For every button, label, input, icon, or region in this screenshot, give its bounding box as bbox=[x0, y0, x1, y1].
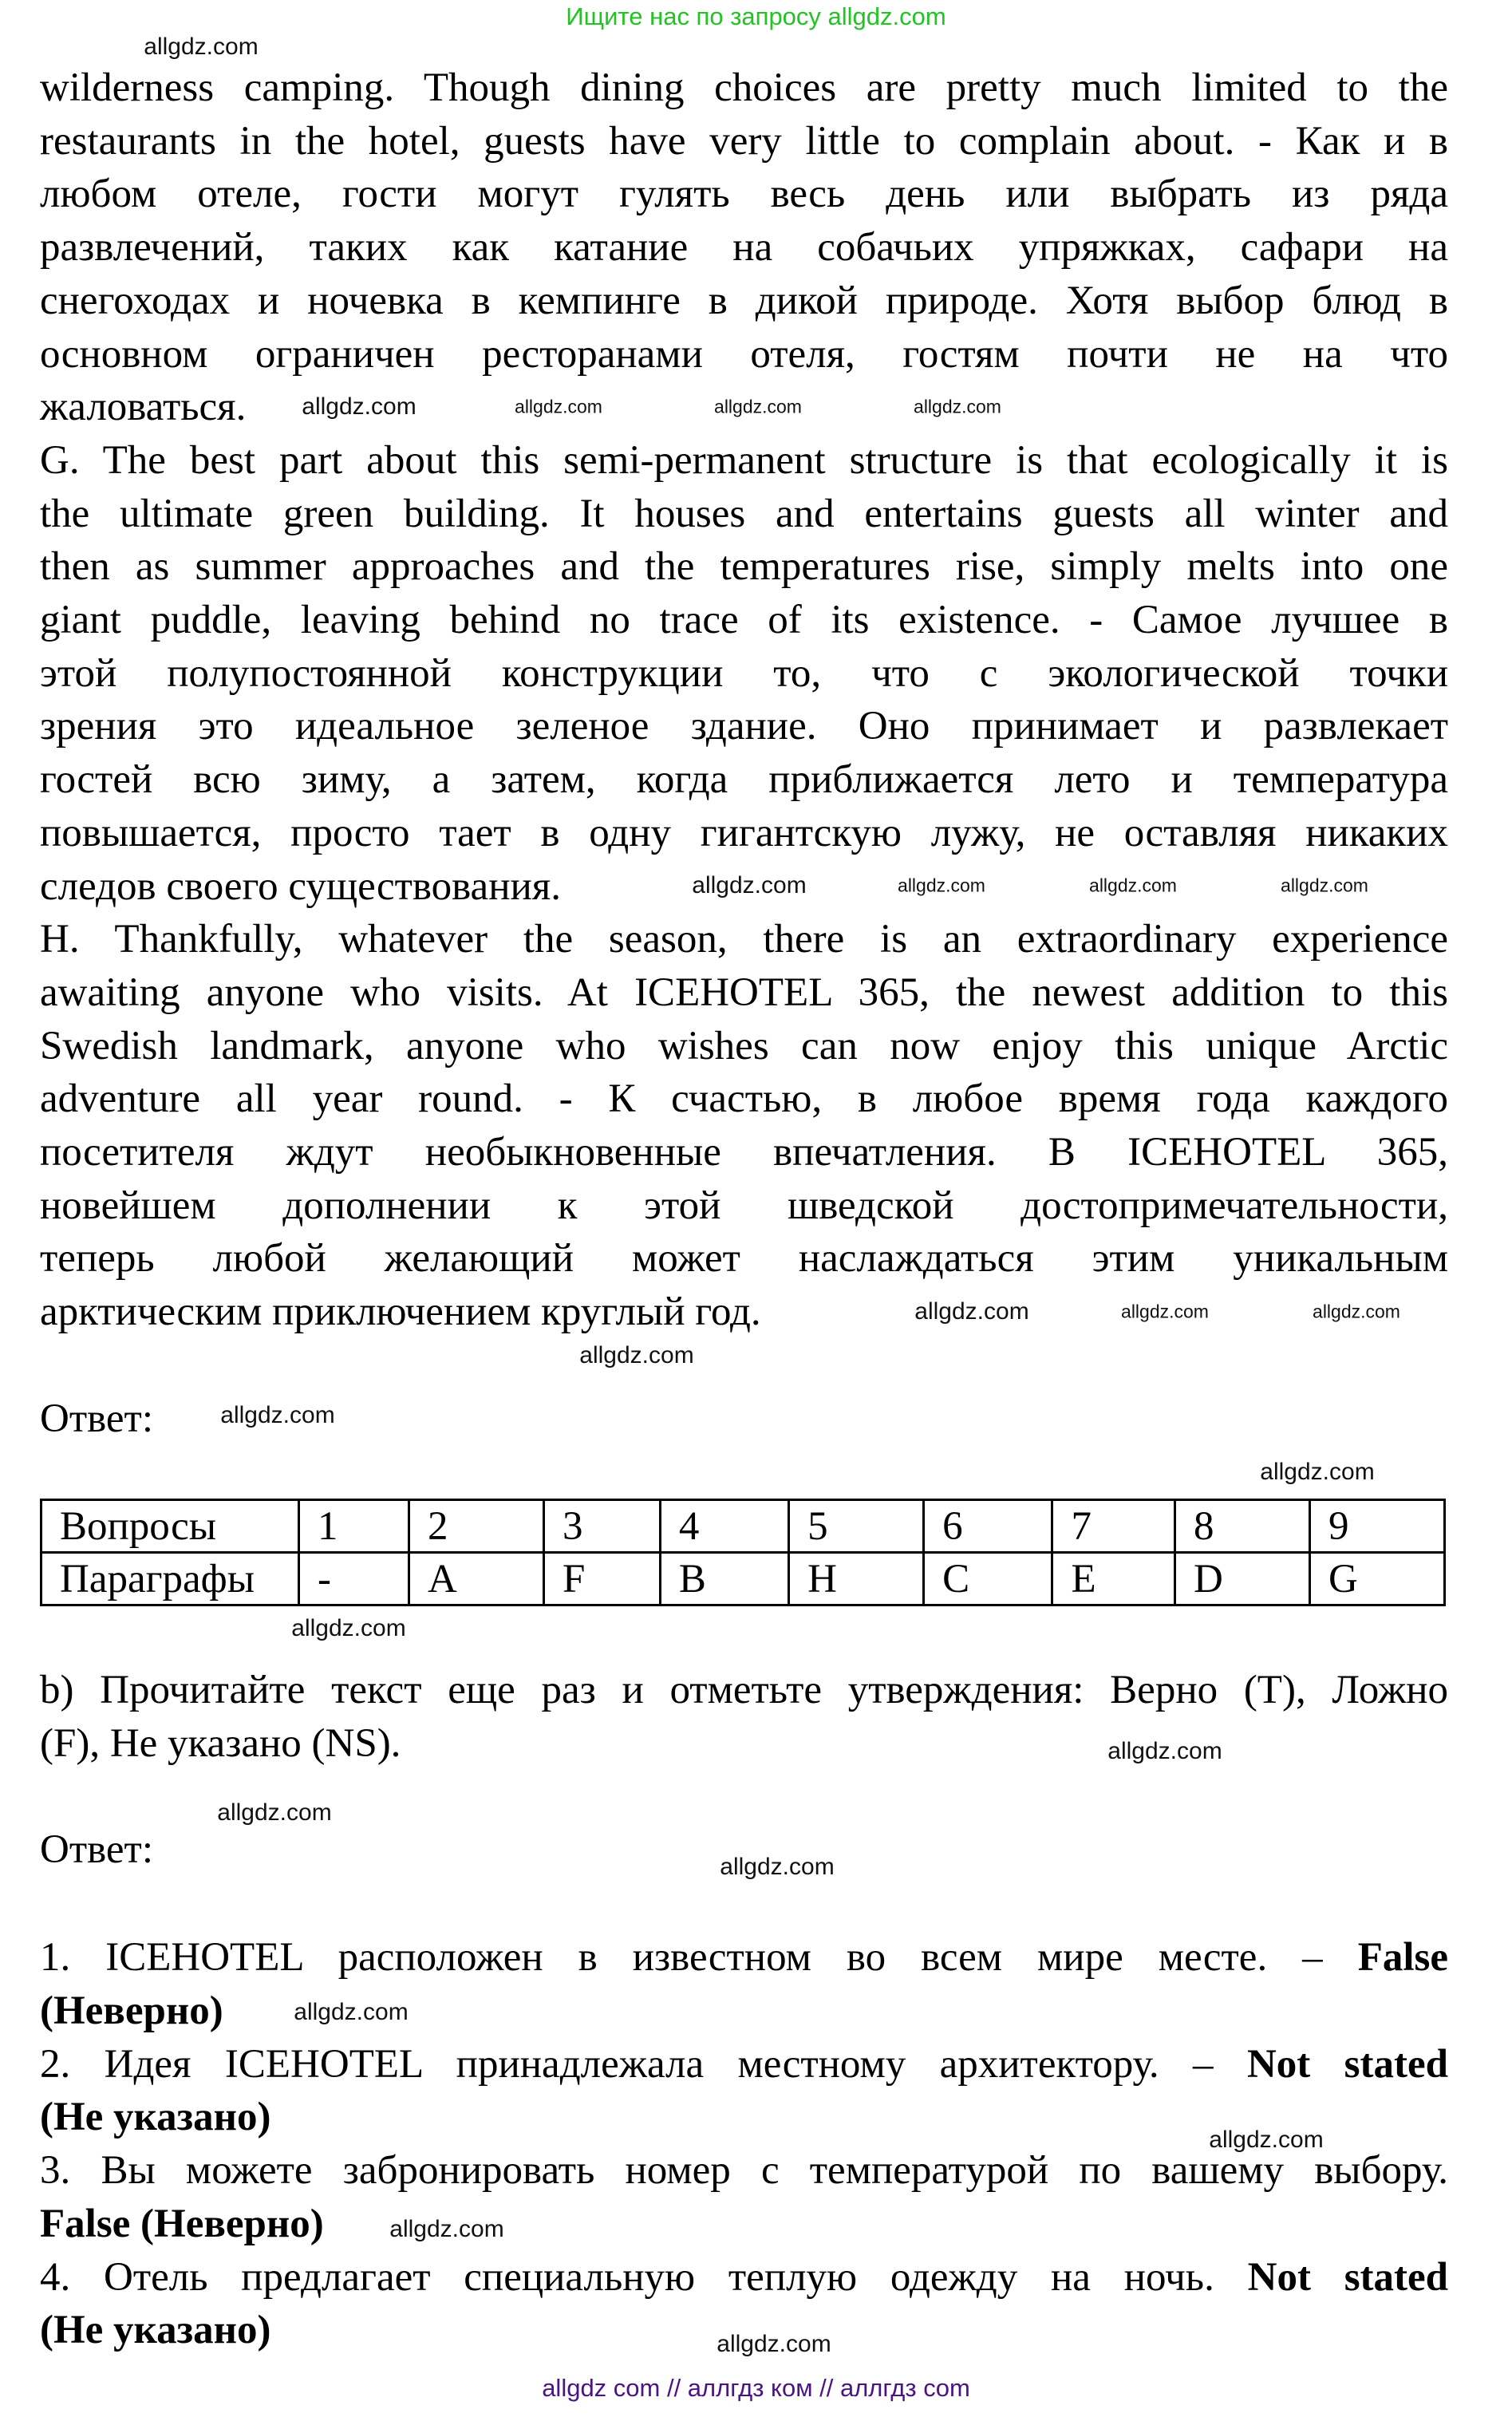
question-number-cell: 5 bbox=[789, 1500, 924, 1553]
statement-answer: Not stated bbox=[1247, 2254, 1449, 2300]
paragraph-letter-cell: G bbox=[1309, 1553, 1444, 1605]
questions-row bbox=[41, 1500, 1445, 1553]
statement-text: 1. ICEHOTEL расположен в известном во всем мире месте. – bbox=[40, 1935, 1323, 1980]
statement-answer: (Не указано) bbox=[40, 2095, 271, 2140]
question-number-cell: 6 bbox=[924, 1500, 1052, 1553]
question-number-cell: 1 bbox=[299, 1500, 409, 1553]
text-line: любом отеле, гости могут гулять весь день или выбрать из ряда bbox=[40, 172, 1448, 217]
statement-answer: False (Неверно) bbox=[40, 2201, 324, 2246]
statement-answer-line bbox=[40, 1985, 223, 2037]
question-number-cell: 3 bbox=[544, 1500, 661, 1553]
paragraph-letter-cell: D bbox=[1174, 1553, 1309, 1605]
watermark-text: allgdz.com bbox=[1089, 875, 1177, 896]
statement-line bbox=[40, 1931, 1448, 1984]
text-line: awaiting anyone who visits. At ICEHOTEL 365, the newest addition to this bbox=[40, 970, 1448, 1015]
text-line: снегоходах и ночевка в кемпинге в дикой природе. Хотя выбор блюд в bbox=[40, 278, 1448, 323]
row-header-questions: Вопросы bbox=[41, 1500, 299, 1553]
statement-answer-line bbox=[40, 2304, 271, 2356]
row-header-paragraphs: Параграфы bbox=[41, 1553, 299, 1605]
text-line: развлечений, таких как катание на собачьих упряжках, сафари на bbox=[40, 225, 1448, 271]
answer-label: Ответ: bbox=[40, 1396, 153, 1441]
watermark-text: allgdz.com bbox=[579, 1342, 694, 1368]
statement-answer: Not stated bbox=[1246, 2041, 1448, 2087]
answer-table bbox=[40, 1499, 1446, 1606]
answer-label-2: Ответ: bbox=[40, 1827, 153, 1872]
paragraph-letter-cell: E bbox=[1052, 1553, 1174, 1605]
statement-answer: (Не указано) bbox=[40, 2308, 271, 2353]
question-number-cell: 9 bbox=[1309, 1500, 1444, 1553]
text-line: H. Thankfully, whatever the season, there is an extraordinary experience bbox=[40, 917, 1448, 962]
question-number-cell: 2 bbox=[409, 1500, 544, 1553]
text-line: этой полупостоянной конструкции то, что с экологической точки bbox=[40, 650, 1448, 696]
watermark-text: allgdz.com bbox=[1260, 1459, 1375, 1485]
watermark-text: allgdz.com bbox=[914, 1298, 1029, 1325]
watermark-text: allgdz.com bbox=[1209, 2127, 1324, 2153]
watermark-text: allgdz.com bbox=[294, 1999, 409, 2025]
text-line: G. The best part about this semi-permanent structure is that ecologically it is bbox=[40, 437, 1448, 483]
watermark-text: allgdz.com bbox=[720, 1854, 835, 1880]
statement-text: 4. Отель предлагает специальную теплую одежду на ночь. bbox=[40, 2254, 1214, 2300]
statement-line bbox=[40, 2251, 1448, 2304]
statement-answer-line bbox=[40, 2091, 271, 2143]
watermark-text: allgdz.com bbox=[144, 34, 259, 60]
watermark-text: allgdz.com bbox=[302, 393, 416, 420]
statement-answer: False bbox=[1357, 1935, 1448, 1980]
watermark-text: allgdz.com bbox=[515, 396, 602, 417]
text-line: wilderness camping. Though dining choices are pretty much limited to the bbox=[40, 65, 1448, 110]
paragraph-letter-cell: B bbox=[660, 1553, 788, 1605]
paragraph-letter-cell: F bbox=[544, 1553, 661, 1605]
watermark-text: allgdz.com bbox=[692, 872, 807, 898]
text-line: повышается, просто тает в одну гигантскую лужу, не оставляя никаких bbox=[40, 810, 1448, 855]
watermark-text: allgdz.com bbox=[1121, 1301, 1209, 1322]
text-line: then as summer approaches and the temperatures rise, simply melts into one bbox=[40, 544, 1448, 590]
watermark-text: allgdz.com bbox=[389, 2216, 504, 2242]
watermark-text: allgdz.com bbox=[914, 396, 1001, 417]
text-line: теперь любой желающий может наслаждаться этим уникальным bbox=[40, 1236, 1448, 1282]
watermark-text: allgdz.com bbox=[1281, 875, 1368, 896]
watermark-text: allgdz.com bbox=[714, 396, 802, 417]
text-line: новейшем дополнении к этой шведской достопримечательности, bbox=[40, 1183, 1448, 1228]
watermark-text: allgdz.com bbox=[717, 2331, 831, 2357]
watermark-text: allgdz.com bbox=[217, 1799, 332, 1826]
paragraph-letter-cell: C bbox=[924, 1553, 1052, 1605]
text-line: жаловаться. bbox=[40, 385, 247, 430]
statement-answer-line bbox=[40, 2198, 324, 2250]
task-b-line-2: (F), Не указано (NS). bbox=[40, 1721, 401, 1766]
search-banner: Ищите нас по запросу allgdz.com bbox=[566, 2, 946, 30]
task-b-line-1: b) Прочитайте текст еще раз и отметьте утверждения: Верно (T), Ложно bbox=[40, 1668, 1448, 1712]
question-number-cell: 4 bbox=[660, 1500, 788, 1553]
text-line: арктическим приключением круглый год. bbox=[40, 1289, 761, 1335]
text-line: restaurants in the hotel, guests have very little to complain about. - Как и в bbox=[40, 118, 1448, 164]
text-line: посетителя ждут необыкновенные впечатления. В ICEHOTEL 365, bbox=[40, 1130, 1448, 1175]
text-line: гостей всю зиму, а затем, когда приближается лето и температура bbox=[40, 757, 1448, 803]
watermark-text: allgdz.com bbox=[291, 1615, 406, 1641]
watermark-text: allgdz.com bbox=[220, 1402, 335, 1428]
text-line: зрения это идеальное зеленое здание. Оно принимает и развлекает bbox=[40, 704, 1448, 749]
statement-line bbox=[40, 2038, 1448, 2091]
paragraph-letter-cell: H bbox=[789, 1553, 924, 1605]
text-line: adventure all year round. - К счастью, в любое время года каждого bbox=[40, 1076, 1448, 1122]
footer-links: allgdz com // аллгдз ком // аллгдз com bbox=[542, 2374, 970, 2402]
text-line: the ultimate green building. It houses and entertains guests all winter and bbox=[40, 491, 1448, 536]
text-line: Swedish landmark, anyone who wishes can now enjoy this unique Arctic bbox=[40, 1023, 1448, 1068]
question-number-cell: 7 bbox=[1052, 1500, 1174, 1553]
paragraph-letter-cell: - bbox=[299, 1553, 409, 1605]
text-line: основном ограничен ресторанами отеля, гостям почти не на что bbox=[40, 331, 1448, 377]
watermark-text: allgdz.com bbox=[898, 875, 985, 896]
paragraph-letter-cell: A bbox=[409, 1553, 544, 1605]
text-line: giant puddle, leaving behind no trace of its existence. - Самое лучшее в bbox=[40, 598, 1448, 642]
statement-text: 2. Идея ICEHOTEL принадлежала местному архитектору. – bbox=[40, 2041, 1214, 2087]
watermark-text: allgdz.com bbox=[1313, 1301, 1400, 1322]
question-number-cell: 8 bbox=[1174, 1500, 1309, 1553]
watermark-text: allgdz.com bbox=[1107, 1738, 1222, 1764]
paragraphs-row bbox=[41, 1553, 1445, 1605]
statement-answer: (Неверно) bbox=[40, 1988, 223, 2033]
statement-text: 3. Вы можете забронировать номер с температурой по вашему выбору. bbox=[40, 2148, 1448, 2193]
text-line: следов своего существования. bbox=[40, 863, 561, 909]
